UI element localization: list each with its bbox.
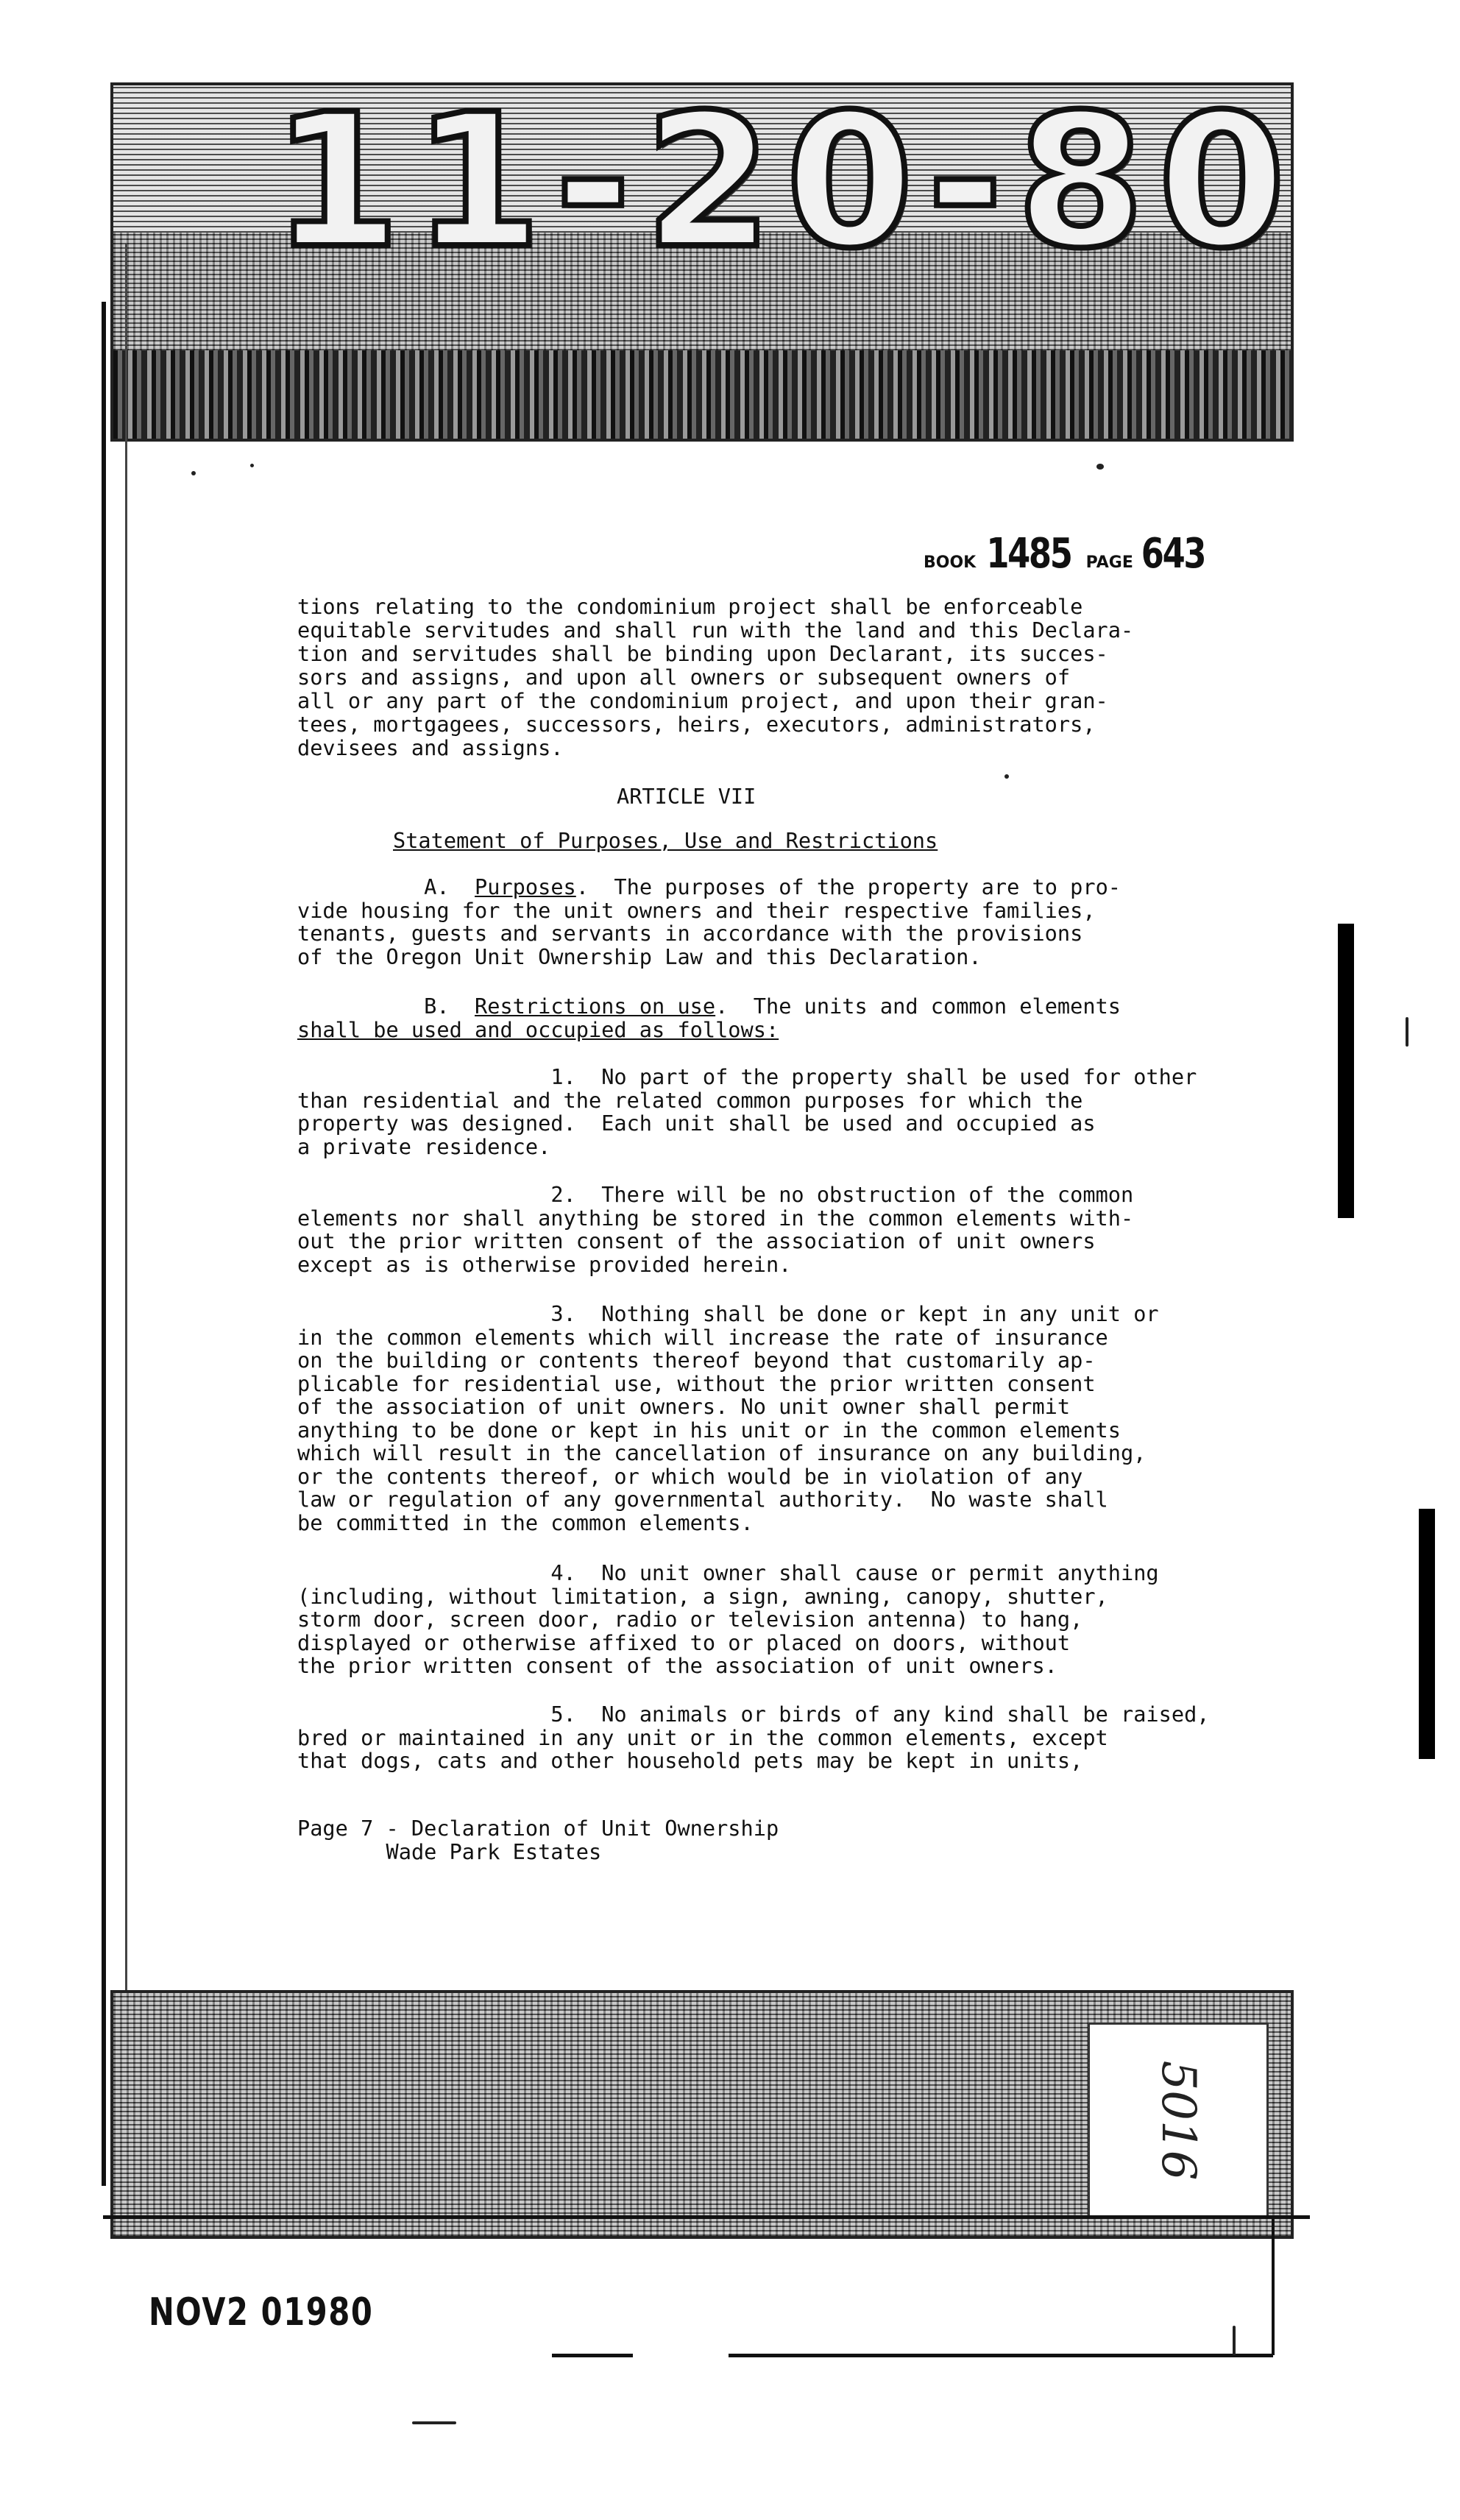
footer-project: Wade Park Estates bbox=[386, 1839, 602, 1864]
item-5-first-line: No animals or birds of any kind shall be raised, bbox=[601, 1702, 1210, 1727]
bottom-scan-band bbox=[110, 1990, 1294, 2239]
margin-bar-edge bbox=[1419, 1509, 1435, 1759]
item-4-number: 4. bbox=[550, 1560, 576, 1585]
section-b-first-line: . The units and common elements bbox=[715, 994, 1121, 1019]
item-1-number: 1. bbox=[550, 1064, 576, 1089]
bottom-right-rule bbox=[1272, 2215, 1275, 2355]
item-3-paragraph bbox=[297, 1303, 1159, 1535]
item-5-paragraph bbox=[297, 1703, 1210, 1773]
section-a-label: A. bbox=[424, 874, 450, 899]
recorded-date-stamp: NOV2 01980 bbox=[149, 2290, 374, 2335]
item-1-first-line: No part of the property shall be used for other bbox=[601, 1064, 1197, 1089]
item-5-number: 5. bbox=[550, 1702, 576, 1727]
continuation-paragraph: tions relating to the condominium project shall be enforceable equitable servitudes and shall run with the land and this Declara- tion and servitudes shall be binding upon Declarant, its succes- sors and assigns, and upon all owners or subsequent owners of all or any part of the condominium project, and upon their gran- tees, mortgagees, successors, heirs, executors, administrators, devisees and assigns. bbox=[297, 594, 1134, 760]
book-page-reference bbox=[924, 530, 1213, 578]
section-b-label: B. bbox=[424, 994, 450, 1019]
bottom-long-rule bbox=[729, 2354, 1273, 2357]
item-3-number: 3. bbox=[550, 1301, 576, 1326]
left-margin-rule bbox=[102, 302, 106, 2186]
item-1-paragraph bbox=[297, 1066, 1197, 1158]
page-number: 643 bbox=[1141, 530, 1205, 578]
scan-speck bbox=[1096, 464, 1104, 470]
item-4-body: (including, without limitation, a sign, awning, canopy, shutter, storm door, screen door, radio or television antenna) to hang, displayed or otherwise affixed to or placed on doors, without the prior written consent of the association of unit owners. bbox=[297, 1583, 1108, 1678]
bottom-rule bbox=[103, 2215, 1310, 2219]
slip-number: 5016 bbox=[1151, 2060, 1205, 2181]
article-title: Statement of Purposes, Use and Restrictions bbox=[393, 828, 938, 853]
date-stamp: 11-20-80 bbox=[272, 74, 1300, 289]
scan-speck bbox=[1004, 774, 1009, 779]
item-3-first-line: Nothing shall be done or kept in any unit or bbox=[601, 1301, 1159, 1326]
scan-speck bbox=[412, 2421, 456, 2424]
section-b-heading: Restrictions on use bbox=[475, 994, 716, 1019]
scan-speck bbox=[1233, 2326, 1236, 2355]
item-2-first-line: There will be no obstruction of the common bbox=[601, 1182, 1134, 1207]
section-a-paragraph bbox=[297, 876, 1121, 969]
item-5-body: bred or maintained in any unit or in the common elements, except that dogs, cats and other household pets may be kept in units, bbox=[297, 1724, 1108, 1773]
footer-page-line: Page 7 - Declaration of Unit Ownership bbox=[297, 1816, 779, 1841]
section-a-first-line: . The purposes of the property are to pro- bbox=[575, 874, 1121, 899]
item-3-body: in the common elements which will increase the rate of insurance on the building or contents thereof beyond that customarily ap- plicable for residential use, without the prior written consent of the association of unit owners. No unit owner shall permit anything to be done or kept in his unit or in the common elements which will result in the cancellation of insurance on any building, or the contents thereof, or which would be in violation of any law or regulation of any governmental authority. No waste shall be committed in the common elements. bbox=[297, 1324, 1147, 1535]
book-number: 1485 bbox=[986, 530, 1071, 578]
item-4-first-line: No unit owner shall cause or permit anything bbox=[601, 1560, 1159, 1585]
scan-speck bbox=[1406, 1017, 1408, 1047]
scan-speck bbox=[250, 464, 254, 467]
recording-slip bbox=[1088, 2022, 1269, 2218]
section-b-paragraph bbox=[297, 995, 1121, 1041]
top-scan-dark-strip bbox=[113, 350, 1291, 439]
item-2-number: 2. bbox=[550, 1182, 576, 1207]
section-b-body: shall be used and occupied as follows: bbox=[297, 1016, 779, 1042]
section-a-body: vide housing for the unit owners and their respective families, tenants, guests and servants in accordance with the provisions of the Oregon Unit Ownership Law and this Declaration. bbox=[297, 897, 1096, 969]
page-footer bbox=[297, 1816, 779, 1864]
item-1-body: than residential and the related common purposes for which the property was designed. Each unit shall be used and occupied as a private residence. bbox=[297, 1087, 1096, 1159]
left-margin-rule-inner bbox=[125, 243, 127, 2186]
article-heading: ARTICLE VII bbox=[617, 784, 756, 809]
margin-bar-right bbox=[1338, 924, 1354, 1218]
section-a-heading: Purposes bbox=[475, 874, 576, 899]
scan-speck bbox=[191, 471, 196, 475]
book-label: BOOK bbox=[924, 553, 977, 572]
item-2-body: elements nor shall anything be stored in the common elements with- out the prior written consent of the association of unit owners except as is otherwise provided herein. bbox=[297, 1205, 1134, 1277]
page-label: PAGE bbox=[1085, 553, 1133, 572]
item-4-paragraph bbox=[297, 1562, 1159, 1678]
bottom-short-rule bbox=[552, 2354, 633, 2357]
item-2-paragraph bbox=[297, 1183, 1133, 1276]
